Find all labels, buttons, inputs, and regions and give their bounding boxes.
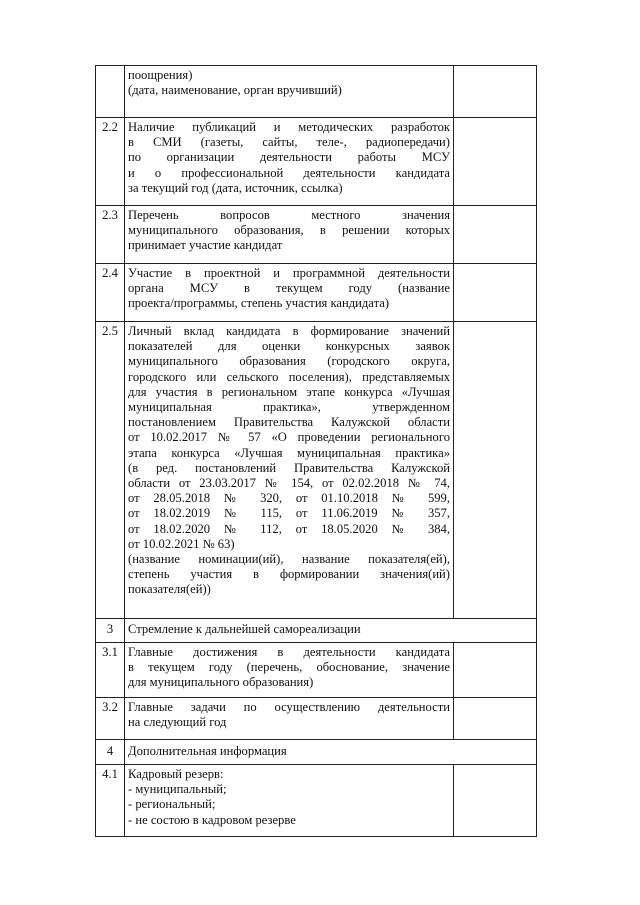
row-number: 3.1 bbox=[96, 643, 125, 698]
text-line: - муниципальный; bbox=[128, 782, 227, 797]
row-number: 2.4 bbox=[96, 264, 125, 322]
text-line: проекта/программы, степень участия кандидата) bbox=[128, 296, 390, 311]
text-line: и о профессиональной деятельности кандидата bbox=[128, 165, 450, 180]
row-description bbox=[125, 322, 454, 619]
row-description bbox=[125, 698, 454, 740]
text-line: Перечень вопросов местного значения bbox=[128, 208, 450, 222]
table-row bbox=[96, 264, 537, 322]
row-description bbox=[125, 66, 454, 118]
row-number: 2.2 bbox=[96, 118, 125, 206]
text-line: для муниципального образования) bbox=[128, 675, 314, 690]
text-line: принимает участие кандидат bbox=[128, 238, 283, 253]
text-line: показателя(ей)) bbox=[128, 582, 211, 597]
text-line: Главные задачи по осуществлению деятельности bbox=[128, 700, 450, 714]
text-line: - региональный; bbox=[128, 797, 216, 812]
text-line: в текущем году (перечень, обоснование, значение bbox=[128, 660, 450, 675]
text-line: Наличие публикаций и методических разработок bbox=[128, 120, 450, 134]
text-line: степень участия в формировании значения(ий) bbox=[128, 567, 450, 582]
text-line: постановлением Правительства Калужской области bbox=[128, 415, 450, 430]
text-line: Главные достижения в деятельности кандидата bbox=[128, 645, 450, 659]
section-number: 3 bbox=[96, 619, 125, 643]
text-line: поощрения) bbox=[128, 68, 193, 82]
table-row bbox=[96, 322, 537, 619]
text-line: для участия в региональном этапе конкурса «Лучшая bbox=[128, 384, 450, 399]
section-row bbox=[96, 740, 537, 765]
row-description bbox=[125, 643, 454, 698]
text-line: Личный вклад кандидата в формирование значений bbox=[128, 324, 450, 338]
row-description bbox=[125, 118, 454, 206]
table-row bbox=[96, 643, 537, 698]
text-line: муниципального образования, в решении которых bbox=[128, 223, 450, 238]
value-cell[interactable] bbox=[454, 322, 537, 619]
text-line: Участие в проектной и программной деятельности bbox=[128, 266, 450, 280]
value-cell[interactable] bbox=[454, 643, 537, 698]
text-line: - не состою в кадровом резерве bbox=[128, 812, 296, 827]
row-description bbox=[125, 765, 454, 837]
row-number bbox=[96, 66, 125, 118]
text-line: (дата, наименование, орган вручивший) bbox=[128, 83, 342, 98]
text-line: этапа конкурса «Лучшая муниципальная практика» bbox=[128, 445, 450, 460]
text-line: за текущий год (дата, источник, ссылка) bbox=[128, 180, 343, 195]
text-line: в СМИ (газеты, сайты, теле-, радиопередачи) bbox=[128, 135, 450, 150]
text-line: городского или сельского поселения), представляемых bbox=[128, 369, 450, 384]
section-title bbox=[125, 740, 537, 765]
text-line: муниципального образования (городского округа, bbox=[128, 354, 450, 369]
row-number: 2.3 bbox=[96, 206, 125, 264]
text-line: Дополнительная информация bbox=[128, 743, 287, 758]
value-cell[interactable] bbox=[454, 264, 537, 322]
table-row bbox=[96, 118, 537, 206]
text-line: Стремление к дальнейшей самореализации bbox=[128, 622, 361, 637]
table-row bbox=[96, 698, 537, 740]
section-row bbox=[96, 619, 537, 643]
row-number: 4.1 bbox=[96, 765, 125, 837]
table-row bbox=[96, 66, 537, 118]
row-description bbox=[125, 206, 454, 264]
text-line: от 10.02.2021 № 63) bbox=[128, 536, 235, 551]
text-line: органа МСУ в текущем году (название bbox=[128, 281, 450, 296]
section-title bbox=[125, 619, 537, 643]
table-row bbox=[96, 765, 537, 837]
text-line: (в ред. постановлений Правительства Калужской bbox=[128, 460, 450, 475]
text-line: показателей для оценки конкурсных заявок bbox=[128, 339, 450, 354]
text-line: от 10.02.2017 № 57 «О проведении регионального bbox=[128, 430, 450, 445]
section-number: 4 bbox=[96, 740, 125, 765]
text-line: от 18.02.2020 № 112, от 18.05.2020 № 384, bbox=[128, 521, 450, 536]
text-line: от 18.02.2019 № 115, от 11.06.2019 № 357, bbox=[128, 506, 450, 521]
row-number: 3.2 bbox=[96, 698, 125, 740]
text-line: по организации деятельности работы МСУ bbox=[128, 150, 450, 165]
candidate-form-table bbox=[95, 65, 537, 837]
row-description bbox=[125, 264, 454, 322]
value-cell[interactable] bbox=[454, 118, 537, 206]
text-line: области от 23.03.2017 № 154, от 02.02.2018 № 74, bbox=[128, 476, 450, 491]
text-line: (название номинации(ий), название показателя(ей), bbox=[128, 552, 450, 567]
value-cell[interactable] bbox=[454, 206, 537, 264]
text-line: на следующий год bbox=[128, 715, 227, 730]
text-line: от 28.05.2018 № 320, от 01.10.2018 № 599, bbox=[128, 491, 450, 506]
value-cell[interactable] bbox=[454, 765, 537, 837]
table-row bbox=[96, 206, 537, 264]
value-cell[interactable] bbox=[454, 66, 537, 118]
value-cell[interactable] bbox=[454, 698, 537, 740]
text-line: муниципальная практика», утвержденном bbox=[128, 400, 450, 415]
row-number: 2.5 bbox=[96, 322, 125, 619]
text-line: Кадровый резерв: bbox=[128, 767, 224, 781]
